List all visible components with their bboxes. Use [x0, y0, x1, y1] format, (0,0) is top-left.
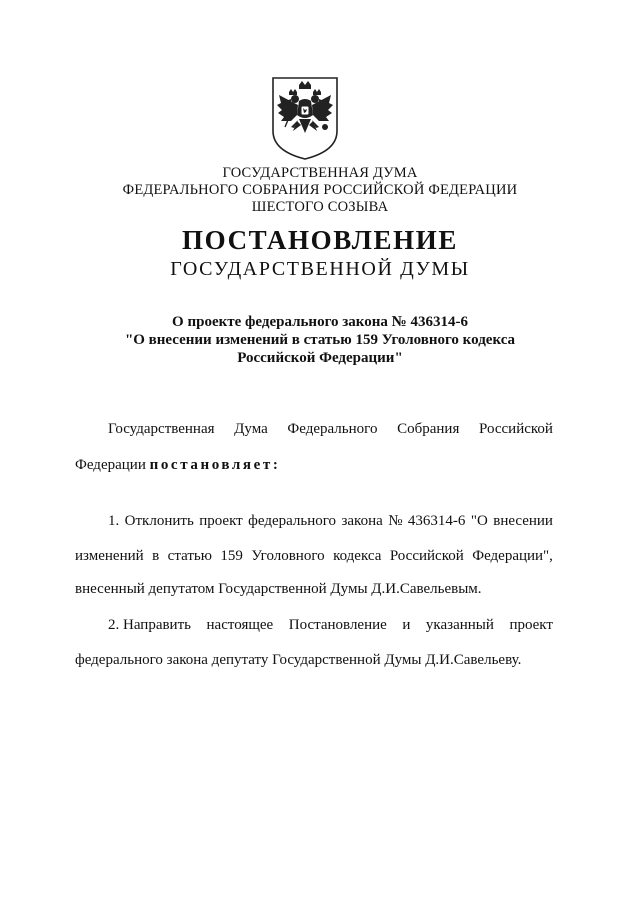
item-2-line-1 [108, 616, 553, 634]
word: Государственная [108, 421, 215, 437]
word: 1. [108, 513, 120, 529]
word: 2. Направить [108, 617, 191, 633]
word: Федерального [287, 421, 378, 437]
word: кодекса [333, 548, 382, 564]
preamble-line-1 [108, 420, 553, 438]
word: проект [509, 617, 553, 633]
word: 436314-6 [407, 513, 466, 529]
word: № [388, 513, 403, 529]
word: федерального [248, 513, 337, 529]
word: указанный [425, 617, 494, 633]
word: Российской [389, 548, 464, 564]
bill-heading-line-3: Российской Федерации" [237, 350, 403, 366]
word: статью [167, 548, 212, 564]
word: проект [199, 513, 243, 529]
item-1-line-1 [108, 512, 553, 530]
preamble-word: Федерации [75, 457, 146, 473]
document-subtitle: ГОСУДАРСТВЕННОЙ ДУМЫ [170, 258, 470, 280]
word: Уголовного [251, 548, 325, 564]
header-line-3: ШЕСТОГО СОЗЫВА [251, 199, 389, 215]
word: Отклонить [124, 513, 194, 529]
word: в [152, 548, 160, 564]
preamble-line-2 [75, 456, 553, 474]
word: 159 [220, 548, 243, 564]
item-1-line-2 [75, 547, 553, 565]
word: настоящее [206, 617, 274, 633]
word: Российской [479, 421, 553, 437]
item-1-line-3: внесенный депутатом Государственной Думы Д.И.Савельевым. [75, 581, 482, 597]
bill-heading-line-1: О проекте федерального закона № 436314-6 [172, 314, 468, 330]
word: Собрания [397, 421, 460, 437]
bill-heading-line-2: "О внесении изменений в статью 159 Уголовного кодекса [124, 332, 516, 348]
header-line-1: ГОСУДАРСТВЕННАЯ ДУМА [222, 165, 418, 181]
document-title: ПОСТАНОВЛЕНИЕ [182, 225, 458, 255]
word: Постановление [288, 617, 387, 633]
word: и [402, 617, 411, 633]
word: внесении [493, 513, 553, 529]
russian-coat-of-arms-icon [269, 75, 341, 161]
word: Федерации", [472, 548, 553, 564]
word: Дума [234, 421, 268, 437]
word: закона [341, 513, 383, 529]
word: изменений [75, 548, 144, 564]
header-line-2: ФЕДЕРАЛЬНОГО СОБРАНИЯ РОССИЙСКОЙ ФЕДЕРАЦИИ [122, 182, 518, 198]
item-2-line-2: федерального закона депутату Государственной Думы Д.И.Савельеву. [75, 652, 522, 668]
decree-word: постановляет: [149, 457, 281, 473]
word: "О [470, 513, 488, 529]
